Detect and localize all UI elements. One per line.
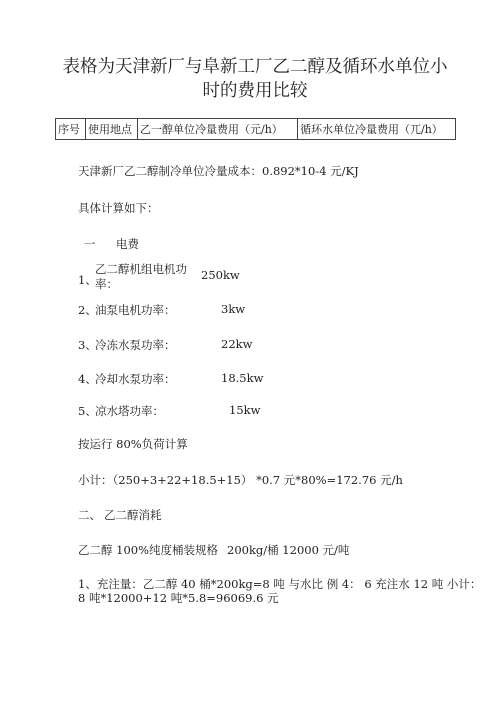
cost-comparison-table: [55, 118, 456, 140]
header-cell-location: 使用地点: [86, 119, 138, 140]
section-1-heading: 电费: [116, 237, 139, 251]
calc-intro: 具体计算如下：: [78, 201, 159, 215]
header-cell-water-cost: 循环水单位冷量费用（兀/h）: [298, 119, 456, 140]
spec-value: 200kg/桶 12000 元/吨: [227, 543, 350, 557]
table-header-row: [56, 119, 456, 140]
page-title-line-1: 表格为天津新厂与阜新工厂乙二醇及循环水单位小: [62, 57, 448, 77]
item-4-label: 冷却水泵功率：: [95, 372, 176, 386]
item-5-label: 凉水塔功率：: [95, 404, 164, 418]
spec-label: 乙二醇 100%纯度桶装规格: [78, 543, 219, 557]
item-5-value: 15kw: [229, 403, 261, 417]
item-4-number: 4、: [78, 372, 97, 386]
load-note: 按运行 80%负荷计算: [78, 437, 188, 451]
section-2-heading: 乙二醇消耗: [104, 508, 162, 522]
item-1-value: 250kw: [201, 268, 240, 282]
item-3-value: 22kw: [221, 337, 253, 351]
item-1-number: 1、: [78, 273, 97, 287]
item-1-label-line-1: 乙二醇机组电机功: [95, 262, 187, 276]
item-3-number: 3、: [78, 338, 97, 352]
item-2-number: 2、: [78, 303, 97, 317]
header-cell-index: 序号: [56, 119, 86, 140]
item-1-label-line-2: 率：: [95, 277, 118, 291]
subtotal-line: 小计：（250+3+22+18.5+15） *0.7 元*80%=172.76 元/h: [78, 473, 403, 487]
section-1-number: 一: [84, 237, 96, 251]
header-cell-glycol-cost: 乙一醇单位冷量费用（元/h）: [138, 119, 298, 140]
page-title-line-2: 时的费用比较: [202, 81, 308, 101]
fill-line-2: 8 吨*12000+12 吨*5.8=96069.6 元: [78, 591, 279, 605]
item-4-value: 18.5kw: [221, 371, 264, 385]
item-3-label: 冷冻水泵功率：: [95, 338, 176, 352]
item-2-label: 油泵电机功率：: [95, 303, 176, 317]
fill-line-1: 1、充注量：乙二醇 40 桶*200kg=8 吨 与水比 例 4： 6 充注水 12 吨 小计：: [78, 577, 482, 591]
section-2-number: 二、: [78, 508, 101, 522]
unit-cost-line: 天津新厂乙二醇制冷单位冷量成本：0.892*10-4 元/KJ: [78, 164, 359, 178]
item-5-number: 5、: [78, 404, 97, 418]
item-2-value: 3kw: [221, 302, 246, 316]
